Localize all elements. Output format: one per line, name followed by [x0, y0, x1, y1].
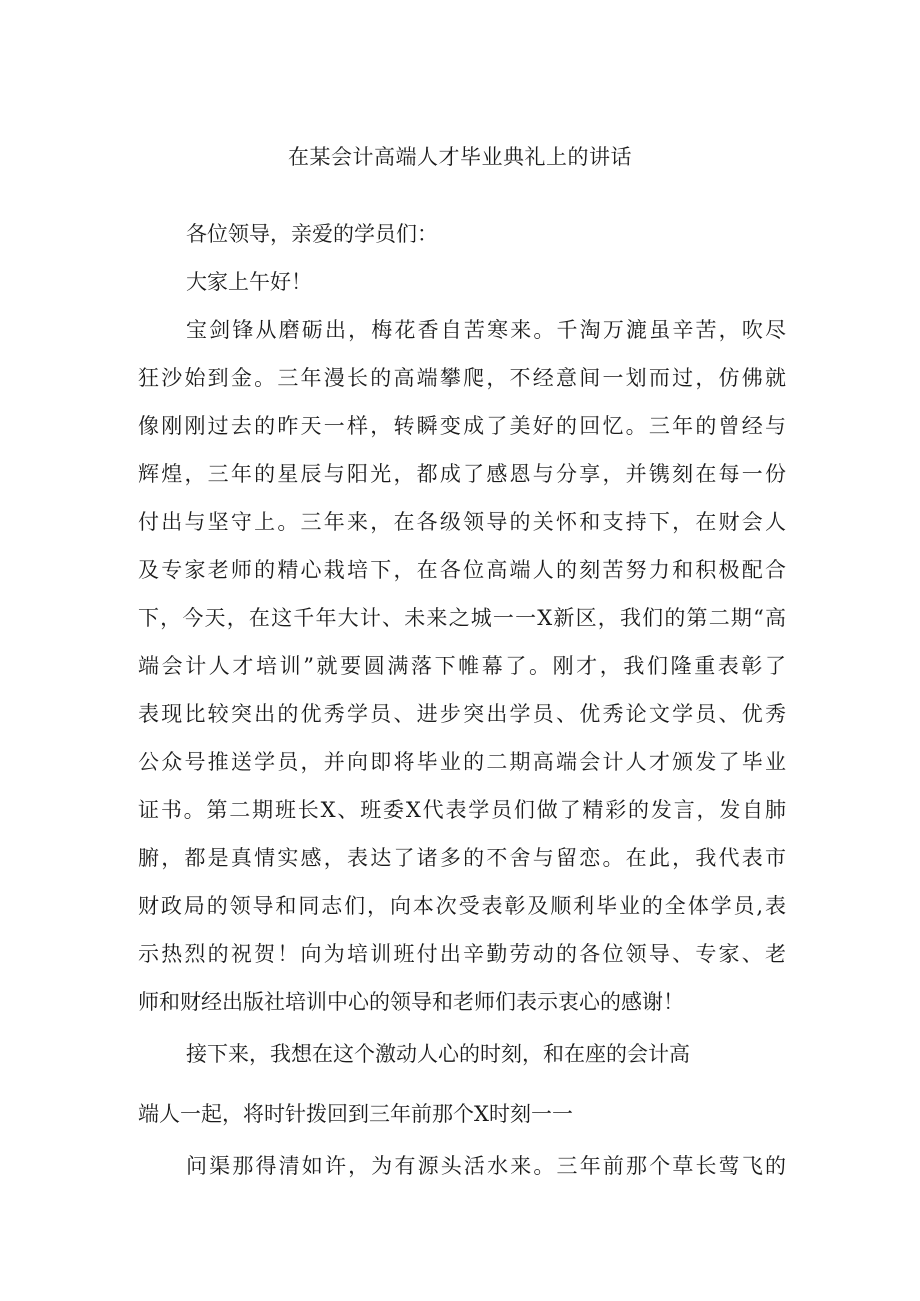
paragraph-line: 下，今天，在这千年大计、未来之城一一X新区，我们的第二期“高	[138, 606, 786, 630]
paragraph-line: 证书。第二期班长X、班委X代表学员们做了精彩的发言，发自肺	[138, 798, 786, 822]
paragraph-line: 付出与坚守上。三年来，在各级领导的关怀和支持下，在财会人	[138, 510, 786, 534]
paragraph-line: 宝剑锋从磨砺出，梅花香自苦寒来。千淘万漉虽辛苦，吹尽	[186, 318, 786, 342]
document-title: 在某会计高端人才毕业典礼上的讲话	[288, 145, 632, 169]
paragraph-line: 狂沙始到金。三年漫长的高端攀爬，不经意间一划而过，仿佛就	[138, 366, 786, 390]
paragraph-line: 表现比较突出的优秀学员、进步突出学员、优秀论文学员、优秀	[138, 702, 786, 726]
salutation: 各位领导，亲爱的学员们：	[186, 222, 438, 246]
paragraph-line: 示热烈的祝贺！向为培训班付出辛勤劳动的各位领导、专家、老	[138, 942, 786, 966]
paragraph-line: 师和财经出版社培训中心的领导和老师们表示衷心的感谢！	[138, 990, 684, 1014]
paragraph-line: 端人一起，将时针拨回到三年前那个X时刻一一	[138, 1102, 573, 1126]
paragraph-line: 问渠那得清如许，为有源头活水来。三年前那个草长莺飞的	[186, 1154, 786, 1178]
paragraph-line: 财政局的领导和同志们，向本次受表彰及顺利毕业的全体学员,表	[138, 894, 786, 918]
paragraph-line: 腑，都是真情实感，表达了诸多的不舍与留恋。在此，我代表市	[138, 846, 786, 870]
paragraph-line: 及专家老师的精心栽培下，在各位高端人的刻苦努力和积极配合	[138, 558, 786, 582]
paragraph-line: 接下来，我想在这个激动人心的时刻，和在座的会计高	[186, 1042, 690, 1066]
paragraph-line: 公众号推送学员，并向即将毕业的二期高端会计人才颁发了毕业	[138, 750, 786, 774]
paragraph-line: 像刚刚过去的昨天一样，转瞬变成了美好的回忆。三年的曾经与	[138, 414, 786, 438]
paragraph-line: 辉煌，三年的星辰与阳光，都成了感恩与分享，并镌刻在每一份	[138, 462, 786, 486]
paragraph-line: 端会计人才培训”就要圆满落下帷幕了。刚才，我们隆重表彰了	[138, 654, 786, 678]
greeting: 大家上午好！	[186, 270, 312, 294]
